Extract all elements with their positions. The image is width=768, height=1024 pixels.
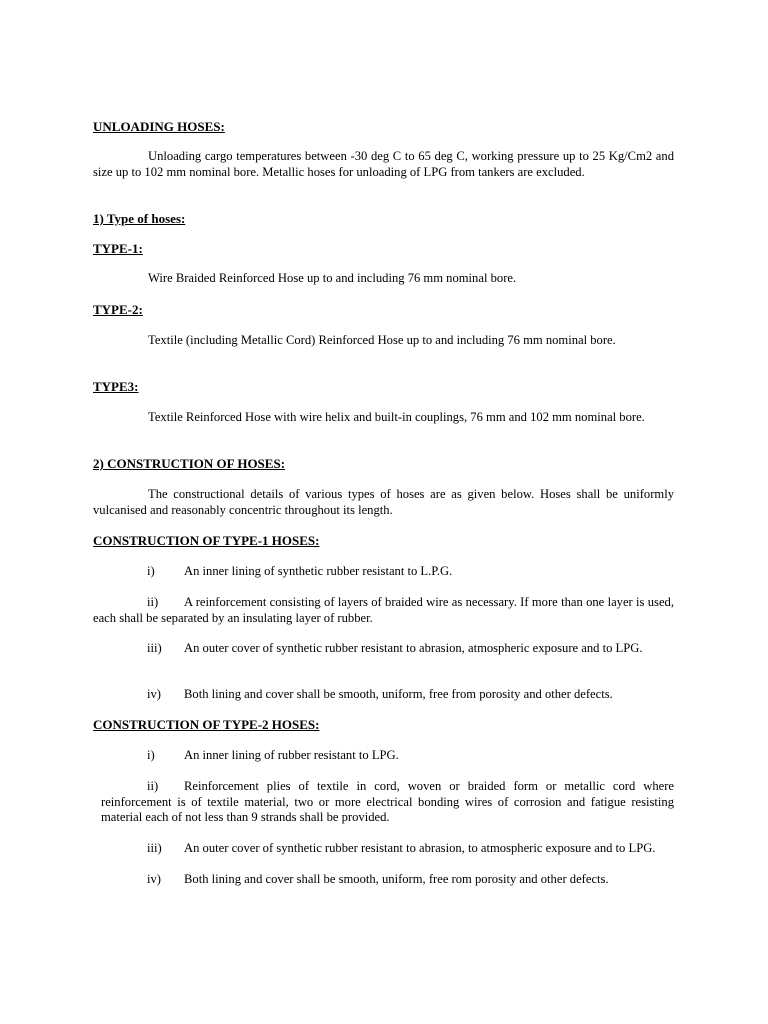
list-item (93, 748, 674, 764)
heading-construction-type-1: CONSTRUCTION OF TYPE-1 HOSES: (93, 533, 320, 548)
list-item-text: An inner lining of rubber resistant to LPG. (184, 748, 399, 762)
heading-type-2: TYPE-2: (93, 302, 143, 317)
heading-unloading-hoses: UNLOADING HOSES: (93, 119, 225, 134)
list-item-number: i) (147, 748, 155, 762)
construction-paragraph: The constructional details of various types of hoses are as given below. Hoses shall be uniformly vulcanised and reasonably concentric throughout its length. (93, 487, 674, 517)
list-item-number: i) (147, 564, 155, 578)
list-item (93, 641, 674, 657)
list-item (93, 687, 674, 703)
list-item-text: An inner lining of synthetic rubber resistant to L.P.G. (184, 564, 453, 578)
list-item-text: A reinforcement consisting of layers of braided wire as necessary. If more than one layer is used, each shall be separated by an insulating layer of rubber. (93, 595, 674, 625)
intro-paragraph: Unloading cargo temperatures between -30 deg C to 65 deg C, working pressure up to 25 Kg/Cm2 and size up to 102 mm nominal bore. Metallic hoses for unloading of LPG from tankers are excluded. (93, 149, 674, 179)
type-1-description: Wire Braided Reinforced Hose up to and including 76 mm nominal bore. (148, 271, 517, 285)
list-item (93, 841, 674, 857)
list-item-text: An outer cover of synthetic rubber resistant to abrasion, to atmospheric exposure and to LPG. (184, 841, 656, 855)
list-item-number: ii) (147, 595, 159, 609)
list-item-number: ii) (147, 779, 159, 793)
list-item-text: Both lining and cover shall be smooth, uniform, free rom porosity and other defects. (184, 872, 609, 886)
list-item-text: Reinforcement plies of textile in cord, woven or braided form or metallic cord where reinforcement is of textile material, two or more electrical bonding wires of corrosion and fatigue resisting material each of not less than 9 strands shall be provided. (101, 779, 674, 824)
list-item-number: iv) (147, 687, 161, 701)
list-item-text: Both lining and cover shall be smooth, uniform, free from porosity and other defects. (184, 687, 613, 701)
heading-type-1: TYPE-1: (93, 241, 143, 256)
type-3-description: Textile Reinforced Hose with wire helix and built-in couplings, 76 mm and 102 mm nominal bore. (148, 410, 645, 424)
list-item (101, 779, 674, 826)
heading-construction-type-2: CONSTRUCTION OF TYPE-2 HOSES: (93, 717, 320, 732)
list-item-text: An outer cover of synthetic rubber resistant to abrasion, atmospheric exposure and to LPG. (184, 641, 643, 655)
list-item-number: iii) (147, 641, 162, 655)
heading-type-of-hoses: 1) Type of hoses: (93, 211, 186, 226)
heading-construction-of-hoses: 2) CONSTRUCTION OF HOSES: (93, 456, 286, 471)
list-item (93, 595, 674, 626)
list-item (93, 564, 674, 580)
list-item (93, 872, 674, 888)
heading-type-3: TYPE3: (93, 379, 139, 394)
type-2-description: Textile (including Metallic Cord) Reinforced Hose up to and including 76 mm nominal bore. (148, 333, 616, 347)
list-item-number: iii) (147, 841, 162, 855)
list-item-number: iv) (147, 872, 161, 886)
